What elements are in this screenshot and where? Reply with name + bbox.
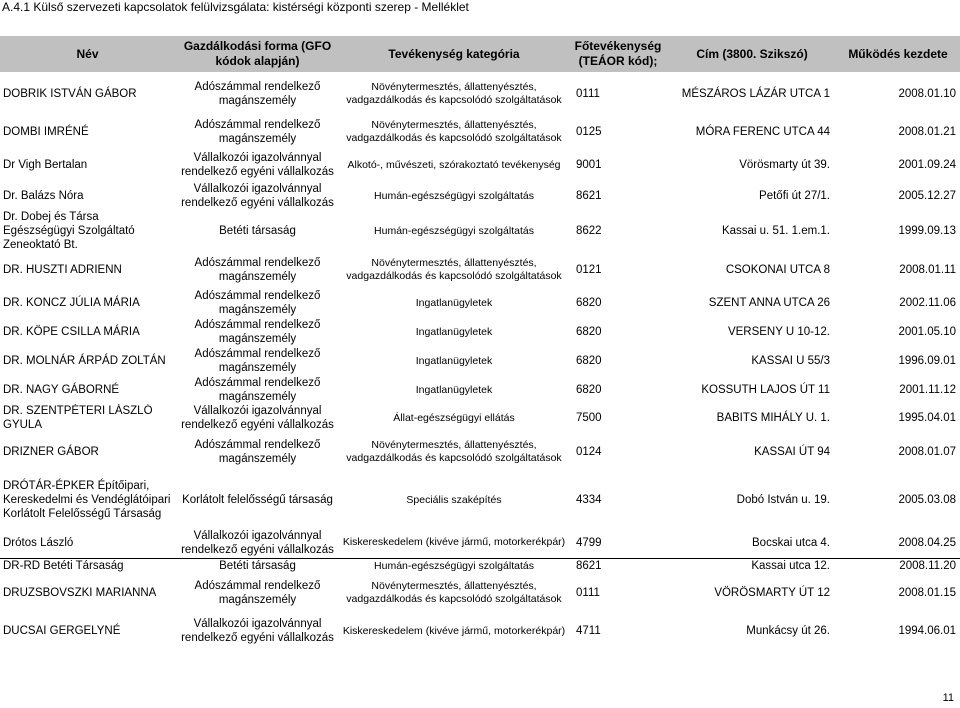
header-start: Működés kezdete <box>836 36 960 72</box>
cell-address: MÉSZÁROS LÁZÁR UTCA 1 <box>681 88 830 100</box>
cell-name: DR. NAGY GÁBORNÉ <box>3 384 120 396</box>
cell-activity: Humán-egészségügyi szolgáltatás <box>374 189 534 202</box>
cell-activity: Speciális szaképítés <box>406 493 502 506</box>
cell-form: Vállalkozói igazolvánnyal rendelkező egyéni vállalkozás <box>181 618 334 644</box>
cell-address: Munkácsy út 26. <box>746 625 830 637</box>
table-row <box>0 72 960 116</box>
cell-address: Kassai utca 12. <box>751 560 830 573</box>
table-row <box>0 376 960 404</box>
header-code: Főtevékenység (TEÁOR kód); <box>568 36 668 72</box>
cell-code: 0125 <box>576 126 602 138</box>
cell-start: 2008.01.15 <box>898 587 956 599</box>
cell-start: 2008.01.21 <box>898 126 956 138</box>
header-row <box>0 36 960 72</box>
cell-address: Petőfi út 27/1. <box>759 190 830 202</box>
cell-code: 0124 <box>576 446 602 458</box>
cell-code: 9001 <box>576 159 602 171</box>
table-row <box>0 182 960 210</box>
cell-form: Vállalkozói igazolvánnyal rendelkező egyéni vállalkozás <box>181 152 334 178</box>
cell-activity: Állat-egészségügyi ellátás <box>393 411 515 424</box>
cell-activity: Ingatlanügyletek <box>415 296 493 309</box>
cell-form: Adószámmal rendelkező magánszemély <box>194 580 321 606</box>
cell-activity: Ingatlanügyletek <box>415 354 493 367</box>
cell-code: 8621 <box>576 560 602 573</box>
table-row <box>0 318 960 346</box>
cell-code: 6820 <box>576 384 602 396</box>
cell-activity: Ingatlanügyletek <box>415 383 493 396</box>
table-row <box>0 528 960 558</box>
cell-start: 2008.01.07 <box>898 446 956 458</box>
cell-code: 4711 <box>576 625 601 637</box>
cell-start: 2001.05.10 <box>898 326 956 338</box>
table-row <box>0 148 960 182</box>
cell-form: Adószámmal rendelkező magánszemély <box>194 290 321 316</box>
cell-name: DUCSAI GERGELYNÉ <box>3 625 121 637</box>
cell-activity: Növénytermesztés, állattenyésztés, vadgazdálkodás és kapcsolódó szolgáltatások <box>346 81 562 106</box>
cell-start: 2008.01.11 <box>899 264 956 276</box>
cell-address: BABITS MIHÁLY U. 1. <box>716 412 830 424</box>
header-activity: Tevékenység kategória <box>340 36 568 72</box>
cell-form: Adószámmal rendelkező magánszemély <box>194 377 321 403</box>
cell-address: Vörösmarty út 39. <box>739 159 830 171</box>
cell-name: DOMBI IMRÉNÉ <box>3 126 89 138</box>
cell-start: 1999.09.13 <box>898 225 956 237</box>
cell-activity: Alkotó-, művészeti, szórakoztató tevékenység <box>347 158 561 171</box>
cell-address: Bocskai utca 4. <box>668 528 836 558</box>
cell-start: 2005.03.08 <box>898 494 956 506</box>
cell-name: Drótos László <box>0 528 175 558</box>
cell-start: 2005.12.27 <box>898 190 956 202</box>
cell-activity: Növénytermesztés, állattenyésztés, vadgazdálkodás és kapcsolódó szolgáltatások <box>346 119 562 144</box>
cell-name: Dr Vigh Bertalan <box>3 159 88 171</box>
cell-address: SZENT ANNA UTCA 26 <box>708 297 830 309</box>
header-form: Gazdálkodási forma (GFO kódok alapján) <box>175 36 340 72</box>
table-row <box>0 612 960 650</box>
cell-code: 6820 <box>576 355 602 367</box>
cell-name: DRUZSBOVSZKI MARIANNA <box>3 587 157 599</box>
header-address: Cím (3800. Szikszó) <box>668 36 836 72</box>
header-name: Név <box>0 36 175 72</box>
cell-start: 2008.01.10 <box>898 88 956 100</box>
cell-address: Dobó István u. 19. <box>736 494 830 506</box>
cell-code: 7500 <box>576 412 602 424</box>
table-row <box>0 472 960 528</box>
cell-start: 1994.06.01 <box>898 625 956 637</box>
cell-activity: Ingatlanügyletek <box>415 325 493 338</box>
cell-address: KASSAI ÚT 94 <box>754 446 830 458</box>
company-table <box>0 36 960 650</box>
cell-address: KASSAI U 55/3 <box>751 355 830 367</box>
cell-name: DR. KONCZ JÚLIA MÁRIA <box>3 297 140 309</box>
table-row <box>0 346 960 376</box>
cell-start: 2002.11.06 <box>899 297 956 309</box>
table-row <box>0 210 960 252</box>
cell-form: Adószámmal rendelkező magánszemély <box>194 257 321 283</box>
cell-code: 8622 <box>576 225 602 237</box>
table-row <box>0 252 960 288</box>
cell-name: DR. MOLNÁR ÁRPÁD ZOLTÁN <box>3 355 166 367</box>
cell-name: DRIZNER GÁBOR <box>3 446 99 458</box>
cell-code: 0111 <box>576 88 600 100</box>
cell-code: 6820 <box>576 326 602 338</box>
cell-code: 0111 <box>576 587 600 599</box>
table-row <box>0 558 960 574</box>
table-row <box>0 288 960 318</box>
cell-address: CSOKONAI UTCA 8 <box>725 264 830 276</box>
cell-activity: Növénytermesztés, állattenyésztés, vadgazdálkodás és kapcsolódó szolgáltatások <box>346 439 562 464</box>
cell-address: Kassai u. 51. 1.em.1. <box>721 225 830 237</box>
cell-form: Betéti társaság <box>219 560 296 573</box>
page-number: 11 <box>942 692 954 704</box>
cell-name: DR. HUSZTI ADRIENN <box>3 264 122 276</box>
cell-form: Vállalkozói igazolvánnyal rendelkező egyéni vállalkozás <box>181 183 334 209</box>
cell-code: 0121 <box>576 264 602 276</box>
cell-code: 4334 <box>576 494 602 506</box>
document-title: A.4.1 Külső szervezeti kapcsolatok felülvizsgálata: kistérségi központi szerep - Melléklet <box>2 0 469 14</box>
cell-name: DR. SZENTPÉTERI LÁSZLÓ GYULA <box>3 405 153 431</box>
cell-name: DR-RD Betéti Társaság <box>3 560 124 573</box>
cell-code: 8621 <box>576 190 602 202</box>
cell-activity: Kiskereskedelem (kivéve jármű, motorkerékpár) <box>340 528 568 558</box>
cell-name: DRÓTÁR-ÉPKER Építőipari, Kereskedelmi és Vendéglátóipari Korlátolt Felelősségű Társaság <box>3 480 171 520</box>
cell-form: Vállalkozói igazolvánnyal rendelkező egyéni vállalkozás <box>181 405 334 431</box>
cell-start: 2001.11.12 <box>899 384 956 396</box>
cell-activity: Növénytermesztés, állattenyésztés, vadgazdálkodás és kapcsolódó szolgáltatások <box>346 580 562 605</box>
cell-form: Adószámmal rendelkező magánszemély <box>194 439 321 465</box>
cell-address: MÓRA FERENC UTCA 44 <box>695 126 830 138</box>
cell-name: Dr. Dobej és Társa Egészségügyi Szolgáltató Zeneoktató Bt. <box>3 211 135 251</box>
cell-name: Dr. Balázs Nóra <box>3 190 84 202</box>
cell-start: 2001.09.24 <box>898 159 956 171</box>
cell-name: DR. KÖPE CSILLA MÁRIA <box>3 326 140 338</box>
cell-form: Betéti társaság <box>219 225 296 237</box>
cell-form: Adószámmal rendelkező magánszemély <box>194 119 321 145</box>
cell-name: DOBRIK ISTVÁN GÁBOR <box>3 88 137 100</box>
cell-activity: Kiskereskedelem (kivéve jármű, motorkerékpár) <box>342 624 566 637</box>
cell-start: 2008.11.20 <box>899 560 956 573</box>
cell-form: Vállalkozói igazolvánnyal rendelkező egyéni vállalkozás <box>175 528 340 558</box>
cell-form: Korlátolt felelősségű társaság <box>182 494 333 506</box>
cell-address: VÖRÖSMARTY ÚT 12 <box>714 587 830 599</box>
cell-start: 1995.04.01 <box>898 412 956 424</box>
cell-form: Adószámmal rendelkező magánszemély <box>194 319 321 345</box>
cell-start: 2008.04.25 <box>836 528 960 558</box>
cell-form: Adószámmal rendelkező magánszemély <box>194 81 321 107</box>
cell-start: 1996.09.01 <box>898 355 956 367</box>
cell-address: VERSENY U 10-12. <box>727 326 830 338</box>
cell-code: 6820 <box>576 297 602 309</box>
table-row <box>0 116 960 148</box>
table-row <box>0 404 960 432</box>
cell-activity: Humán-egészségügyi szolgáltatás <box>374 559 534 572</box>
cell-code: 4799 <box>568 528 668 558</box>
cell-activity: Növénytermesztés, állattenyésztés, vadgazdálkodás és kapcsolódó szolgáltatások <box>346 257 562 282</box>
table-row <box>0 432 960 472</box>
cell-address: KOSSUTH LAJOS ÚT 11 <box>701 384 830 396</box>
table-body <box>0 72 960 650</box>
cell-form: Adószámmal rendelkező magánszemély <box>194 348 321 374</box>
cell-activity: Humán-egészségügyi szolgáltatás <box>374 224 534 237</box>
table-row <box>0 574 960 612</box>
